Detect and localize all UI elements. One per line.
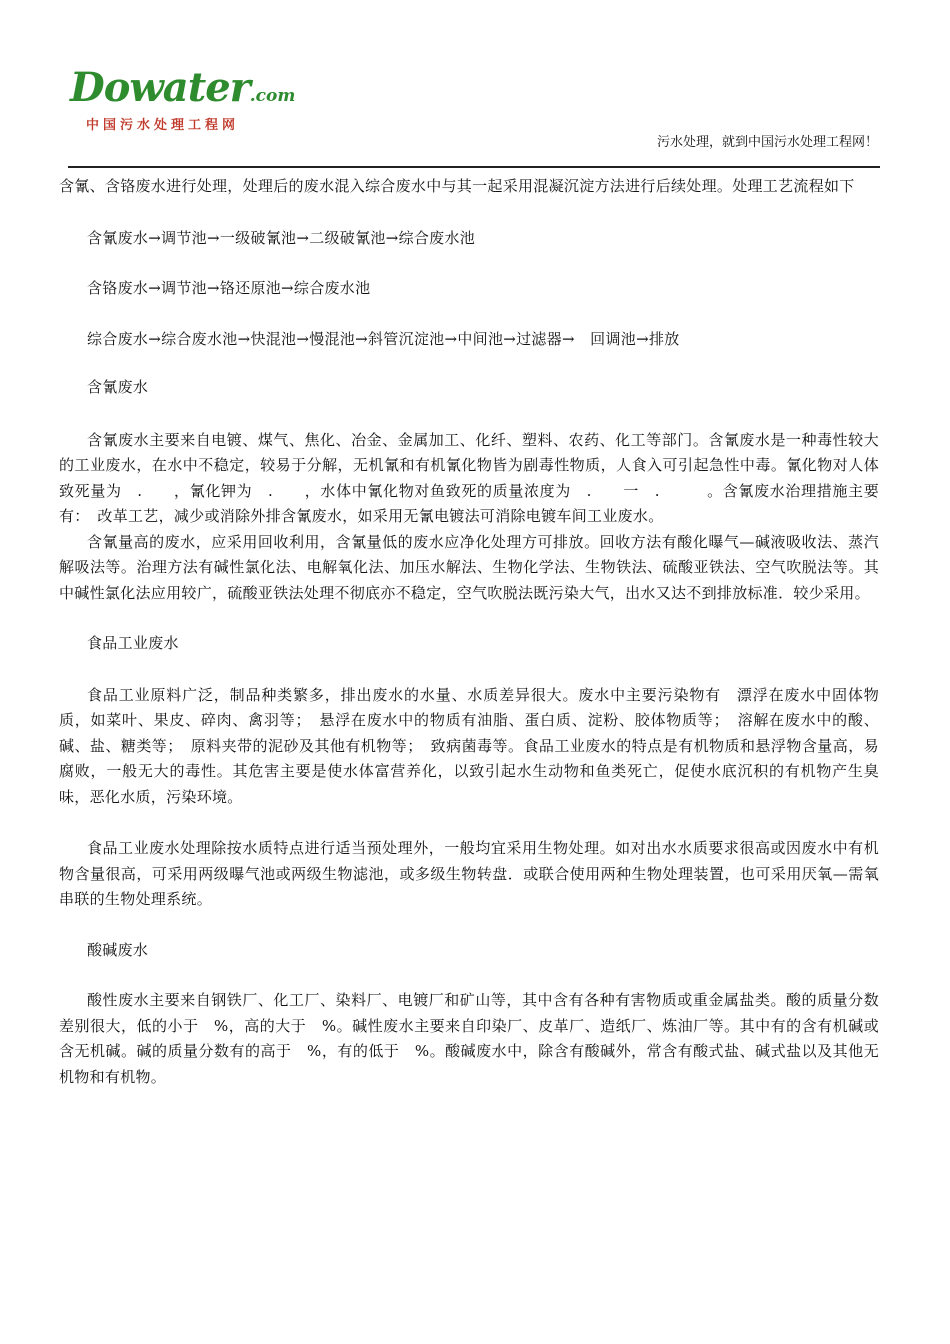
intro-paragraph: 含氰、含铬废水进行处理，处理后的废水混入综合废水中与其一起采用混凝沉淀方法进行后续处理。处理工艺流程如下 [59, 177, 855, 195]
logo-suffix: .com [249, 86, 296, 106]
site-logo[interactable] [70, 64, 296, 136]
logo-text: Dowater [70, 64, 250, 111]
logo-subtitle: 中国污水处理工程网 [86, 118, 240, 133]
flow-combined: 综合废水→综合废水池→快混池→慢混池→斜管沉淀池→中间池→过滤器→ 回调池→排放 [87, 329, 680, 348]
flow-chrome: 含铬废水→调节池→铬还原池→综合废水池 [87, 279, 371, 297]
heading-acid: 酸碱废水 [87, 940, 149, 959]
header-tagline: 污水处理，就到中国污水处理工程网！ [656, 135, 878, 150]
heading-food: 食品工业废水 [87, 634, 179, 652]
food-paragraph-2: 食品工业废水处理除按水质特点进行适当预处理外，一般均宜采用生物处理。如对出水水质要求很高或因废水中有机物含量很高，可采用两级曝气池或两级生物滤池，或多级生物转盘．或联合使用两种生物处理装置，也可采用厌氧—需氧串联的生物处理系统。 [59, 839, 879, 908]
cyanide-paragraph-2: 含氰量高的废水，应采用回收利用，含氰量低的废水应净化处理方可排放。回收方法有酸化曝气—碱液吸收法、蒸汽解吸法等。治理方法有碱性氯化法、电解氧化法、加压水解法、生物化学法、生物铁法、硫酸亚铁法、空气吹脱法等。其中碱性氯化法应用较广，硫酸亚铁法处理不彻底亦不稳定，空气吹脱法既污染大气，出水又达不到排放标准．较少采用。 [59, 532, 879, 602]
logo-wordmark [70, 66, 295, 118]
article-body [59, 174, 879, 1090]
cyanide-paragraph-1: 含氰废水主要来自电镀、煤气、焦化、冶金、金属加工、化纤、塑料、农药、化工等部门。含氰废水是一种毒性较大的工业废水，在水中不稳定，较易于分解，无机氰和有机氰化物皆为剧毒性物质，人食入可引起急性中毒。氰化物对人体致死量为 . ，氰化钾为 . ，水体中氰化物对鱼致死的质量浓度为 . 一 . 。含氰废水治理措施主要有： 改革工艺，减少或消除外排含氰废水，如采用无氰电镀法可消除电镀车间工业废水。 [59, 430, 879, 525]
acid-paragraph-1: 酸性废水主要来自钢铁厂、化工厂、染料厂、电镀厂和矿山等，其中含有各种有害物质或重金属盐类。酸的质量分数差别很大，低的小于 %，高的大于 %。碱性废水主要来自印染厂、皮革厂、造纸厂、炼油厂等。其中有的含有机碱或含无机碱。碱的质量分数有的高于 %，有的低于 %。酸碱废水中，除含有酸碱外，常含有酸式盐、碱式盐以及其他无机物和有机物。 [59, 991, 879, 1086]
food-paragraph-1: 食品工业原料广泛，制品种类繁多，排出废水的水量、水质差异很大。废水中主要污染物有 漂浮在废水中固体物质，如菜叶、果皮、碎肉、禽羽等； 悬浮在废水中的物质有油脂、蛋白质、淀粉、胶体物质等； 溶解在废水中的酸、碱、盐、糖类等； 原料夹带的泥砂及其他有机物等； 致病菌毒等。食品工业废水的特点是有机物质和悬浮物含量高，易腐败，一般无大的毒性。其危害主要是使水体富营养化，以致引起水生动物和鱼类死亡，促使水底沉积的有机物产生臭味，恶化水质，污染环境。 [59, 685, 879, 806]
flow-cyanide: 含氰废水→调节池→一级破氰池→二级破氰池→综合废水池 [87, 228, 476, 247]
heading-cyanide: 含氰废水 [87, 378, 149, 396]
header-divider [68, 166, 880, 168]
